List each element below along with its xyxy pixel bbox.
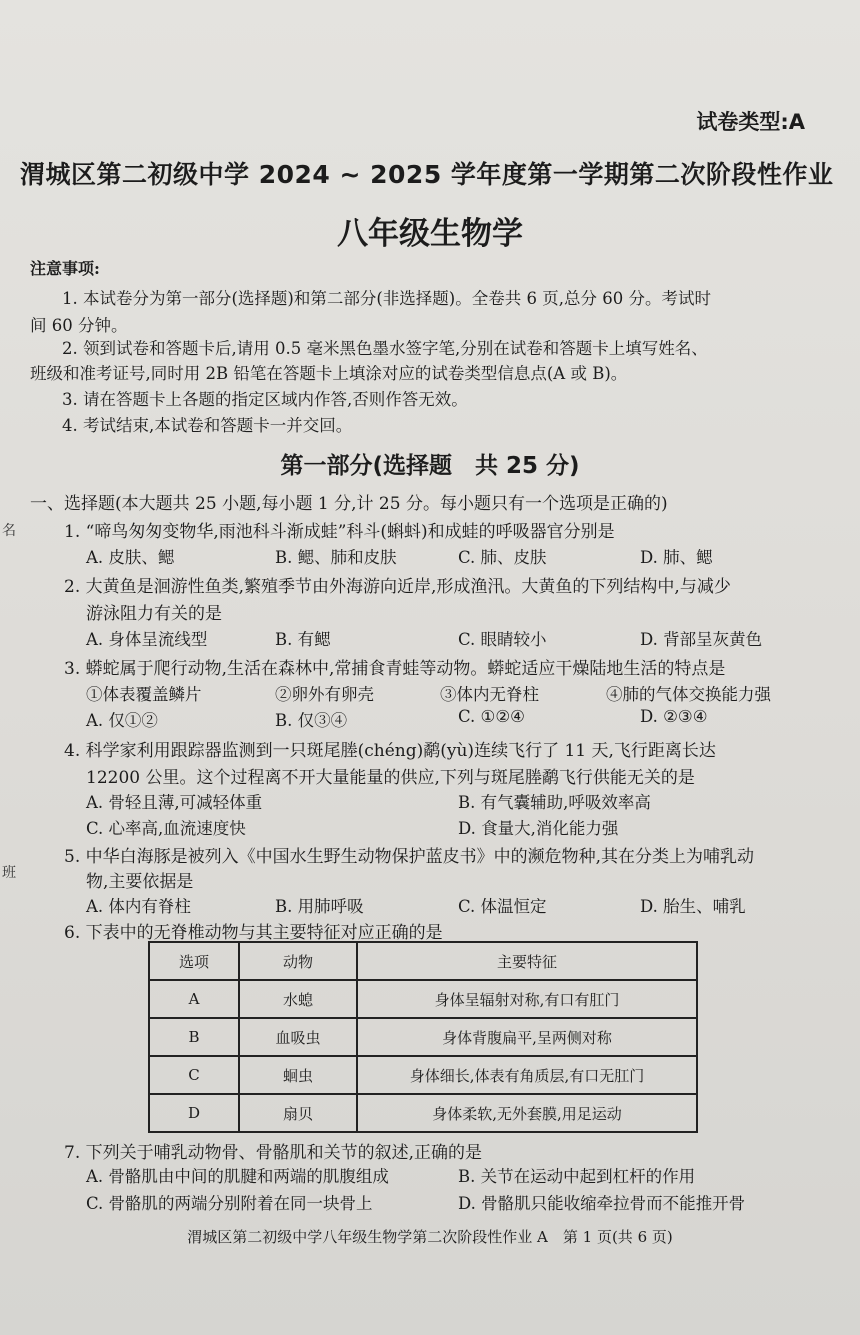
question-5-stem-cont: 物,主要依据是 [86,872,194,892]
q5-option-d: D. 胎生、哺乳 [640,897,746,916]
q1-option-c: C. 肺、皮肤 [458,548,547,567]
q5-option-a: A. 体内有脊柱 [86,897,191,916]
q1-option-b: B. 鳃、肺和皮肤 [275,548,397,567]
q3-item-1: ①体表覆盖鳞片 [86,685,202,704]
page-footer: 渭城区第二初级中学八年级生物学第二次阶段性作业 A 第 1 页(共 6 页) [187,1228,673,1246]
table-cell: 扇贝 [239,1094,357,1132]
q4-option-b: B. 有气囊辅助,呼吸效率高 [458,793,651,812]
table-header: 主要特征 [357,942,697,980]
table-header: 动物 [239,942,357,980]
table-cell: C [149,1056,239,1094]
table-cell: 身体背腹扁平,呈两侧对称 [357,1018,697,1056]
q2-option-b: B. 有鳃 [275,630,331,649]
table-cell: 身体呈辐射对称,有口有肛门 [357,980,697,1018]
notice-line: 3. 请在答题卡上各题的指定区域内作答,否则作答无效。 [62,390,468,409]
notice-line: 4. 考试结束,本试卷和答题卡一并交回。 [62,416,353,435]
table-row [149,1094,697,1132]
table-row [149,1056,697,1094]
q2-option-c: C. 眼睛较小 [458,630,547,649]
q7-option-b: B. 关节在运动中起到杠杆的作用 [458,1167,696,1186]
q7-option-a: A. 骨骼肌由中间的肌腱和两端的肌腹组成 [86,1167,389,1186]
table-cell: A [149,980,239,1018]
q1-option-a: A. 皮肤、鳃 [86,548,175,567]
notice-title: 注意事项: [30,259,100,278]
exam-title: 渭城区第二初级中学 2024 ~ 2025 学年度第一学期第二次阶段性作业 [20,160,834,189]
section-title: 第一部分(选择题 共 25 分) [280,453,580,479]
notice-line: 班级和准考证号,同时用 2B 铅笔在答题卡上填涂对应的试卷类型信息点(A 或 B)。 [30,364,628,383]
table-cell: 水螅 [239,980,357,1018]
question-1-stem: 1. “啼鸟匆匆变物华,雨池科斗渐成蛙”科斗(蝌蚪)和成蛙的呼吸器官分别是 [64,522,615,542]
paper-type: 试卷类型:A [696,110,805,134]
notice-line: 1. 本试卷分为第一部分(选择题)和第二部分(非选择题)。全卷共 6 页,总分 60 分。考试时 [62,289,711,308]
q4-option-c: C. 心率高,血流速度快 [86,819,246,838]
q3-option-b: B. 仅③④ [275,711,348,730]
q5-option-b: B. 用肺呼吸 [275,897,364,916]
q6-table [148,941,698,1133]
q2-option-a: A. 身体呈流线型 [86,630,208,649]
table-cell: 血吸虫 [239,1018,357,1056]
table-row [149,980,697,1018]
table-header-row [149,942,697,980]
q3-option-c: C. ①②④ [458,707,525,726]
table-cell: B [149,1018,239,1056]
section-instruction: 一、选择题(本大题共 25 小题,每小题 1 分,计 25 分。每小题只有一个选项是正确的) [30,494,668,514]
question-4-stem: 4. 科学家利用跟踪器监测到一只斑尾塍(chéng)鹬(yù)连续飞行了 11 天,飞行距离长达 [64,741,716,761]
notice-line: 2. 领到试卷和答题卡后,请用 0.5 毫米黑色墨水签字笔,分别在试卷和答题卡上填写姓名、 [62,339,708,358]
table-row [149,1018,697,1056]
q3-item-3: ③体内无脊柱 [440,685,539,704]
table-cell: D [149,1094,239,1132]
q7-option-d: D. 骨骼肌只能收缩牵拉骨而不能推开骨 [458,1194,746,1213]
question-3-stem: 3. 蟒蛇属于爬行动物,生活在森林中,常捕食青蛙等动物。蟒蛇适应干燥陆地生活的特点是 [64,659,726,679]
question-2-stem-cont: 游泳阻力有关的是 [86,604,222,624]
question-7-stem: 7. 下列关于哺乳动物骨、骨骼肌和关节的叙述,正确的是 [64,1143,483,1163]
table-cell: 身体柔软,无外套膜,用足运动 [357,1094,697,1132]
q4-option-a: A. 骨轻且薄,可减轻体重 [86,793,263,812]
question-6-stem: 6. 下表中的无脊椎动物与其主要特征对应正确的是 [64,923,443,943]
q3-option-a: A. 仅①② [86,711,158,730]
q2-option-d: D. 背部呈灰黄色 [640,630,763,649]
notice-line: 间 60 分钟。 [30,316,128,335]
table-header: 选项 [149,942,239,980]
subject-title: 八年级生物学 [337,216,523,252]
q3-option-d: D. ②③④ [640,707,708,726]
margin-mark: 名 [2,523,16,539]
q7-option-c: C. 骨骼肌的两端分别附着在同一块骨上 [86,1194,373,1213]
table-cell: 蛔虫 [239,1056,357,1094]
question-5-stem: 5. 中华白海豚是被列入《中国水生野生动物保护蓝皮书》中的濒危物种,其在分类上为哺乳动 [64,847,755,867]
margin-mark: 班 [2,865,16,881]
q5-option-c: C. 体温恒定 [458,897,547,916]
question-4-stem-cont: 12200 公里。这个过程离不开大量能量的供应,下列与斑尾塍鹬飞行供能无关的是 [86,768,695,788]
q4-option-d: D. 食量大,消化能力强 [458,819,619,838]
question-2-stem: 2. 大黄鱼是洄游性鱼类,繁殖季节由外海游向近岸,形成渔汛。大黄鱼的下列结构中,与减少 [64,577,731,597]
q1-option-d: D. 肺、鳃 [640,548,713,567]
table-cell: 身体细长,体表有角质层,有口无肛门 [357,1056,697,1094]
q3-item-4: ④肺的气体交换能力强 [606,685,771,704]
q3-item-2: ②卵外有卵壳 [275,685,374,704]
